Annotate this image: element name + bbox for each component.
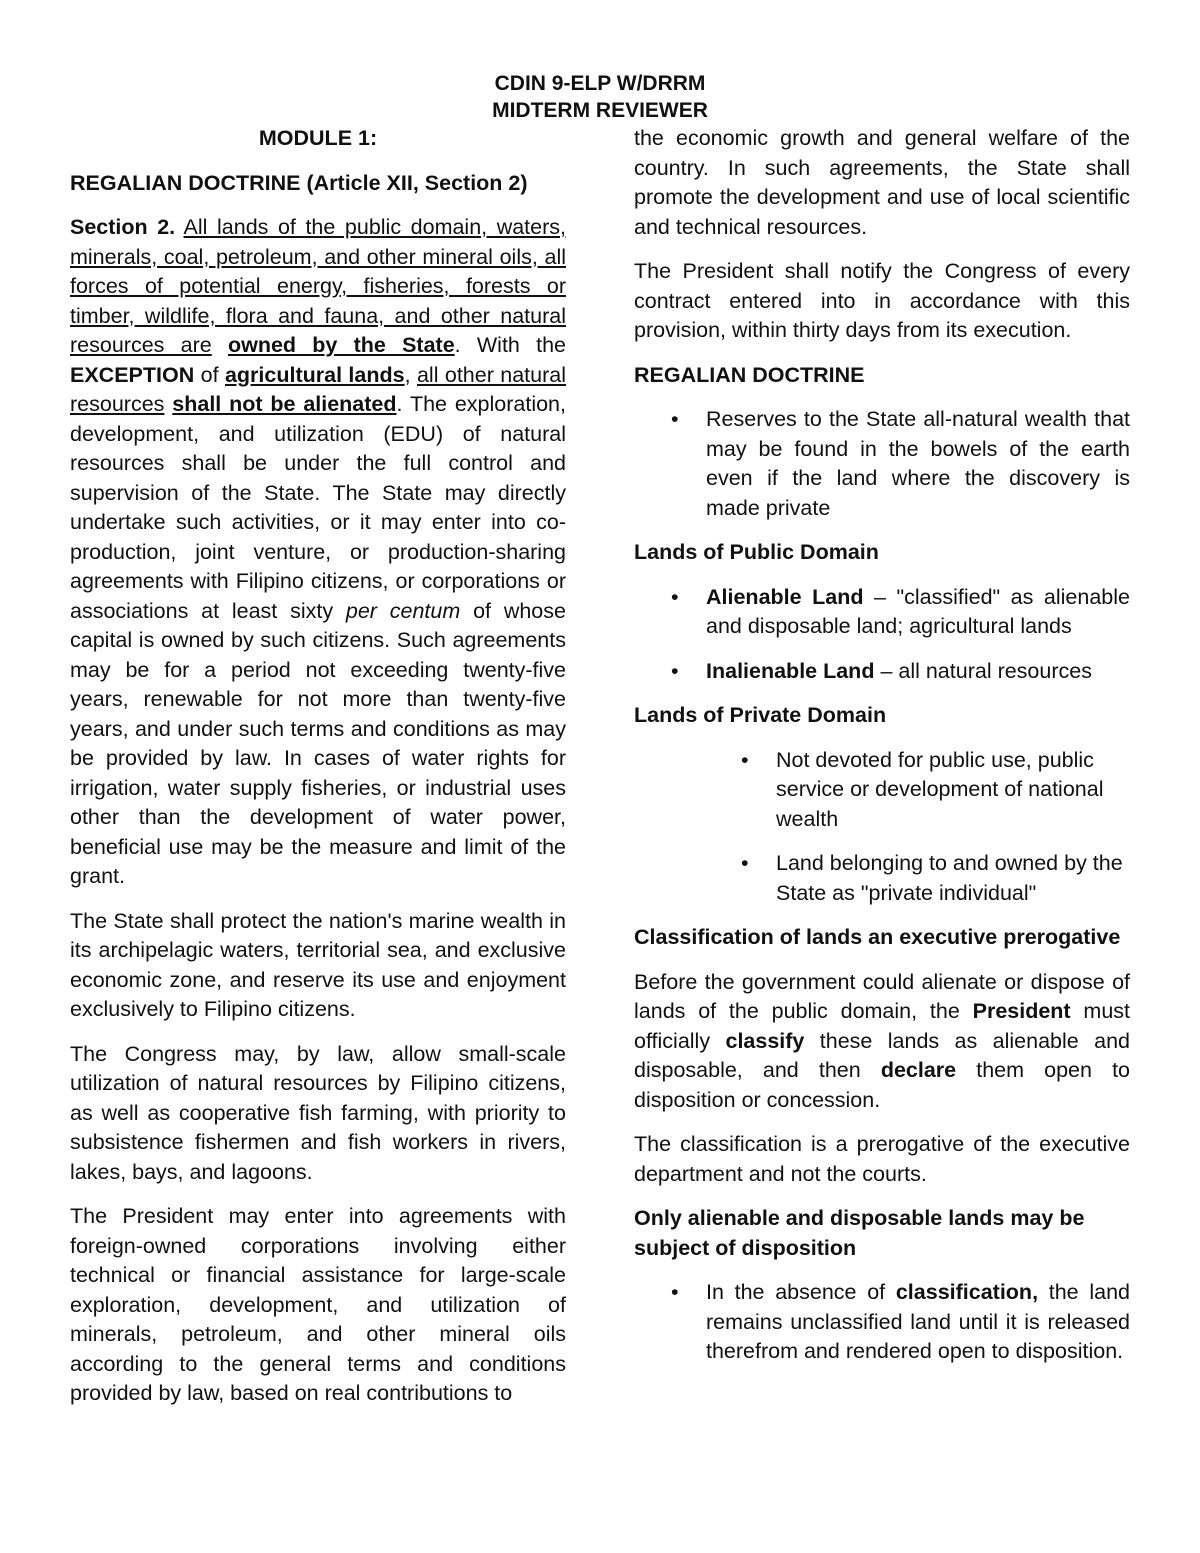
owned-by-state: owned by the State xyxy=(227,333,455,357)
list-item xyxy=(634,583,1130,642)
classification-paragraph xyxy=(634,968,1130,1116)
section-label: Section 2. xyxy=(70,215,176,239)
list-item-text: In the absence of xyxy=(706,1280,886,1304)
prerogative-paragraph: The classification is a prerogative of the executive department and not the courts. xyxy=(634,1132,1130,1186)
document-subtitle: MIDTERM REVIEWER xyxy=(492,99,708,122)
text-run: , xyxy=(404,362,411,387)
alienable-label: Alienable Land xyxy=(706,584,864,609)
text-run: them open to disposition or concession. xyxy=(634,1058,1130,1112)
marine-wealth-paragraph: The State shall protect the nation's marine wealth in its archipelagic waters, territorial sea, and exclusive economic zone, and reserve its use and enjoyment exclusively to Filipino citizens. xyxy=(70,908,566,1021)
bullet-icon: • xyxy=(741,747,749,772)
other-resources: all other natural resources xyxy=(70,362,566,416)
private-domain-list xyxy=(634,746,1130,909)
text-run: of whose capital is owned by such citizens. Such agreements may be for a period not exceeding twenty-five years, renewable for not more than twenty-five years, and under such terms and conditions as may be provided by law. In cases of water rights for irrigation, water supply fisheries, or industrial uses other than the development of water power, beneficial use may be the measure and limit of the grant. xyxy=(70,598,566,888)
document-title: CDIN 9-ELP W/DRRM xyxy=(494,72,706,95)
public-domain-list xyxy=(634,583,1130,687)
regalian-list xyxy=(634,405,1130,523)
regalian-heading: REGALIAN DOCTRINE xyxy=(634,362,865,387)
bullet-icon: • xyxy=(671,407,679,431)
right-column xyxy=(634,124,1130,1382)
public-domain-heading: Lands of Public Domain xyxy=(634,540,879,564)
section-underlined-text: All lands of the public domain, waters, minerals, coal, petroleum, and other mineral oils, all forces of potential energy, fisheries, forests or timber, wildlife, flora and fauna, and other natural resources are xyxy=(70,215,566,357)
bullet-icon: • xyxy=(741,851,749,875)
text-run: . With the xyxy=(454,333,567,357)
module-heading: MODULE 1: xyxy=(258,126,378,150)
per-centum: per centum xyxy=(345,598,461,623)
text-run: these lands as alienable and disposable, and then xyxy=(634,1028,1130,1082)
text-run: of xyxy=(200,362,219,387)
bullet-icon: • xyxy=(671,1280,679,1304)
regalian-article-heading: REGALIAN DOCTRINE (Article XII, Section 2) xyxy=(70,170,528,195)
exception-word: EXCEPTION xyxy=(70,362,195,387)
section-2-paragraph xyxy=(70,213,566,892)
not-alienated: shall not be alienated xyxy=(172,392,397,416)
document-header xyxy=(0,70,1200,124)
list-item-text: Land belonging to and owned by the State as "private individual" xyxy=(776,851,1123,905)
list-item-text: – "classified" as alienable and disposable land; agricultural lands xyxy=(706,584,1130,638)
list-item-text: Not devoted for public use, public service or development of national wealth xyxy=(776,747,1104,831)
president-agreements-paragraph: The President may enter into agreements with foreign-owned corporations involving either technical or financial assistance for large-scale exploration, development, and utilization of minerals, petroleum, and other mineral oils according to the general terms and conditions provided by law, based on real contributions to xyxy=(70,1204,566,1405)
classification-word: classification, xyxy=(895,1280,1039,1304)
inalienable-label: Inalienable Land xyxy=(706,658,875,683)
list-item xyxy=(634,849,1130,908)
text-run: Before the government could alienate or dispose of lands of the public domain, the xyxy=(634,969,1130,1023)
private-domain-heading: Lands of Private Domain xyxy=(634,703,887,727)
congress-paragraph: The Congress may, by law, allow small-scale utilization of natural resources by Filipino citizens, as well as cooperative fish farming, with priority to subsistence fishermen and fish workers in rivers, lakes, bays, and lagoons. xyxy=(70,1041,566,1184)
list-item-text: the land remains unclassified land until it is released therefrom and rendered open to disposition. xyxy=(706,1280,1130,1363)
disposition-list xyxy=(634,1278,1130,1367)
classification-heading: Classification of lands an executive prerogative xyxy=(634,925,1121,949)
president-word: President xyxy=(972,999,1071,1023)
continued-paragraph: the economic growth and general welfare of the country. In such agreements, the State shall promote the development and use of local scientific and technical resources. xyxy=(634,126,1130,239)
list-item xyxy=(634,746,1130,835)
list-item xyxy=(634,1278,1130,1367)
disposition-heading: Only alienable and disposable lands may be subject of disposition xyxy=(634,1206,1085,1260)
list-item xyxy=(634,405,1130,523)
list-item-text: – all natural resources xyxy=(880,658,1092,683)
agricultural-lands: agricultural lands xyxy=(224,362,405,387)
text-run: must officially xyxy=(634,999,1130,1053)
list-item xyxy=(634,657,1130,687)
bullet-icon: • xyxy=(671,584,679,609)
list-item-text: Reserves to the State all-natural wealth that may be found in the bowels of the earth even if the land where the discovery is made private xyxy=(706,407,1130,520)
declare-word: declare xyxy=(880,1058,957,1082)
notify-congress-paragraph: The President shall notify the Congress of every contract entered into in accordance with this provision, within thirty days from its execution. xyxy=(634,259,1130,342)
classify-word: classify xyxy=(725,1028,805,1053)
bullet-icon: • xyxy=(671,658,679,683)
left-column xyxy=(70,124,566,1424)
text-run: . The exploration, development, and utilization (EDU) of natural resources shall be under the full control and supervision of the State. The State may directly undertake such activities, or it may enter into co-production, joint venture, or production-sharing agreements with Filipino citizens, or corporations or associations at least sixty xyxy=(70,392,566,623)
